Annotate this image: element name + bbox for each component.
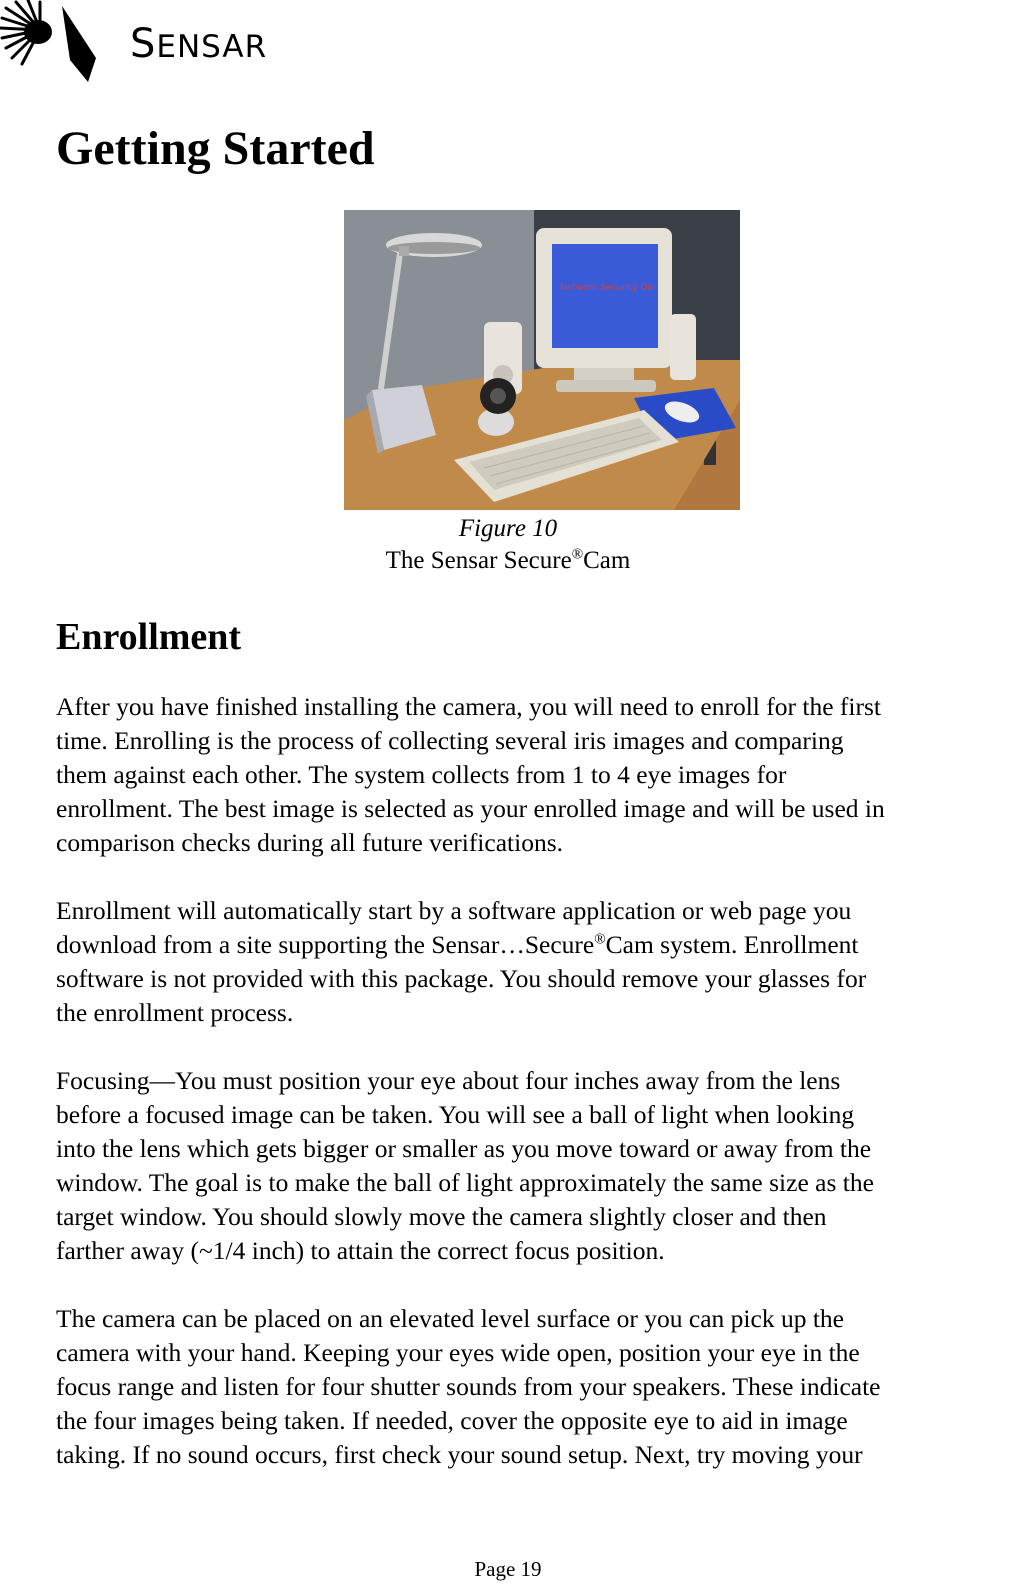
paragraph-line: comparison checks during all future verifications.: [56, 828, 563, 857]
figure-caption: [0, 546, 1016, 576]
paragraph-line: Focusing—You must position your eye about four inches away from the lens: [56, 1066, 841, 1095]
paragraph-line: software is not provided with this package. You should remove your glasses for: [56, 964, 867, 993]
paragraph-line: enrollment. The best image is selected as your enrolled image and will be used in: [56, 794, 885, 823]
desk-setup-illustration: [344, 210, 740, 510]
paragraph-line: Enrollment will automatically start by a software application or web page you: [56, 896, 852, 925]
paragraph-intro: [56, 690, 1016, 860]
paragraph-line: [56, 928, 1016, 962]
paragraph-line-text: download from a site supporting the Sensar…Secure: [56, 930, 595, 959]
figure-number: Figure 10: [458, 515, 558, 542]
monitor-screen-text: Network Security On: [560, 283, 654, 293]
paragraph-line: focus range and listen for four shutter sounds from your speakers. These indicate: [56, 1372, 881, 1401]
paragraph-line-text: Cam system. Enrollment: [605, 930, 859, 959]
paragraph-line: taking. If no sound occurs, first check your sound setup. Next, try moving your: [56, 1440, 863, 1469]
page-title: Getting Started: [56, 122, 375, 175]
registered-mark: ®: [571, 546, 584, 563]
paragraph-line: camera with your hand. Keeping your eyes wide open, position your eye in the: [56, 1338, 860, 1367]
paragraph-line: target window. You should slowly move the camera slightly closer and then: [56, 1202, 827, 1231]
paragraph-enrollment-start: [56, 894, 1016, 1030]
brand-name: [130, 21, 268, 67]
brand-initial: S: [130, 21, 157, 67]
brand-rest: ENSAR: [156, 29, 268, 65]
paragraph-line: the four images being taken. If needed, cover the opposite eye to aid in image: [56, 1406, 848, 1435]
paragraph-line: the enrollment process.: [56, 998, 294, 1027]
paragraph-camera-placement: [56, 1302, 1016, 1472]
figure-caption-suffix: Cam: [583, 547, 631, 574]
paragraph-line: before a focused image can be taken. You will see a ball of light when looking: [56, 1100, 855, 1129]
sensar-logo: [0, 0, 300, 90]
secure-cam-photo: [344, 210, 740, 510]
registered-mark: ®: [594, 931, 606, 948]
paragraph-line: into the lens which gets bigger or smaller as you move toward or away from the: [56, 1134, 872, 1163]
paragraph-line: window. The goal is to make the ball of light approximately the same size as the: [56, 1168, 874, 1197]
sensar-eye-mark-icon: [0, 0, 120, 90]
paragraph-line: After you have finished installing the camera, you will need to enroll for the first: [56, 692, 881, 721]
paragraph-line: farther away (~1/4 inch) to attain the correct focus position.: [56, 1236, 665, 1265]
page-number: Page 19: [474, 1557, 542, 1581]
figure-caption-text: The Sensar Secure: [385, 547, 572, 574]
paragraph-focusing: [56, 1064, 1016, 1268]
paragraph-line: them against each other. The system collects from 1 to 4 eye images for: [56, 760, 787, 789]
paragraph-line: time. Enrolling is the process of collecting several iris images and comparing: [56, 726, 844, 755]
section-title: Enrollment: [56, 616, 242, 658]
paragraph-line: The camera can be placed on an elevated level surface or you can pick up the: [56, 1304, 844, 1333]
